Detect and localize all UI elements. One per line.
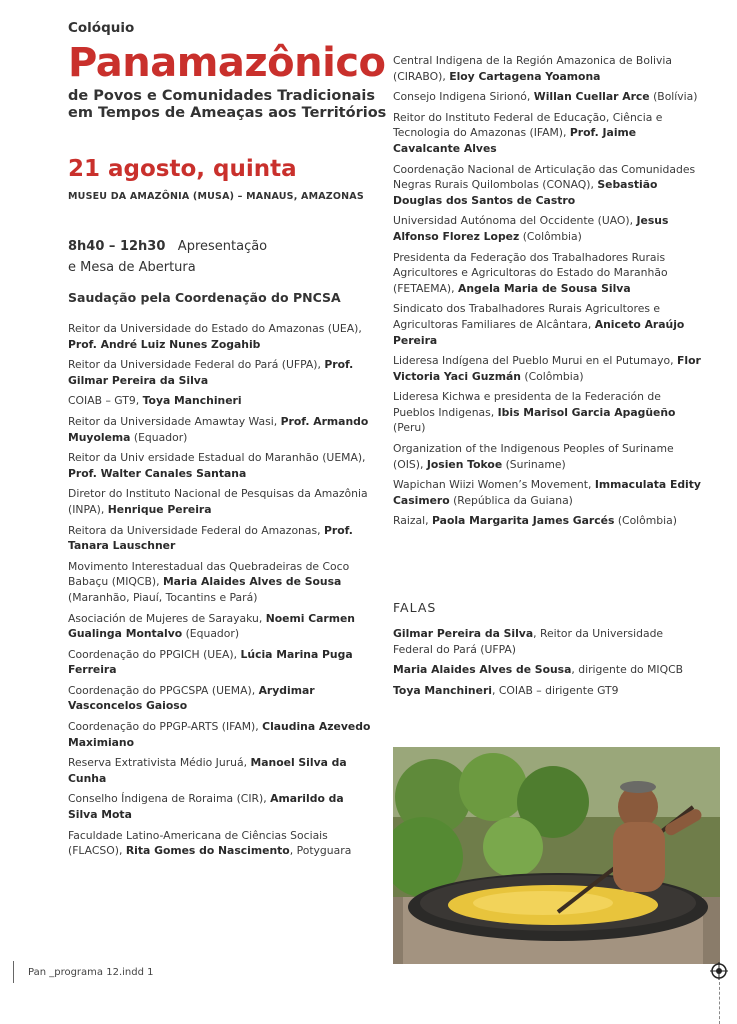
entry-affiliation: Coordenação do PPGICH (UEA), xyxy=(68,647,241,661)
entry-suffix: (Peru) xyxy=(393,421,426,435)
entry-item xyxy=(393,250,703,297)
event-venue: MUSEU DA AMAZÔNIA (MUSA) – MANAUS, AMAZONAS xyxy=(68,191,364,202)
entry-name: Prof. Tanara Lauschner xyxy=(68,523,353,553)
entry-item xyxy=(393,513,703,529)
entry-affiliation: Reitor da Universidade Federal do Pará (UFPA), xyxy=(68,358,325,372)
left-entries-list xyxy=(68,321,373,864)
entry-name: Immaculata Edity Casimero xyxy=(393,478,701,507)
entry-affiliation: Diretor do Instituto Nacional de Pesquisas da Amazônia (INPA), xyxy=(68,487,368,516)
entry-item xyxy=(68,321,373,352)
entry-item xyxy=(393,626,703,657)
subtitle-line-1: de Povos e Comunidades Tradicionais xyxy=(68,88,376,104)
entry-name: Prof. Walter Canales Santana xyxy=(68,466,247,480)
entry-item xyxy=(68,755,373,786)
entry-affiliation: Central Indigena de la Región Amazonica de Bolivia (CIRABO), xyxy=(393,54,672,83)
entry-affiliation: Sindicato dos Trabalhadores Rurais Agricultores e Agricultoras Familiares de Alcântara, xyxy=(393,302,661,331)
entry-name: Arydimar Vasconcelos Gaioso xyxy=(68,683,315,713)
entry-item xyxy=(393,662,703,678)
entry-affiliation: Reitor da Univ ersidade Estadual do Maranhão (UEMA), xyxy=(68,451,366,465)
entry-affiliation: Lideresa Kichwa e presidenta de la Federación de Pueblos Indigenas, xyxy=(393,390,661,419)
entry-name: Toya Manchineri xyxy=(393,683,492,697)
entry-name: Claudina Azevedo Maximiano xyxy=(68,720,371,749)
schedule-label-1: Apresentação xyxy=(177,239,268,254)
entry-suffix: (Equador) xyxy=(182,627,240,641)
entry-item xyxy=(68,559,373,606)
entry-name: Toya Manchineri xyxy=(142,394,242,408)
entry-item xyxy=(68,393,373,409)
entry-affiliation: Raizal, xyxy=(393,514,433,528)
entry-affiliation: Coordenação do PPGP-ARTS (IFAM), xyxy=(68,720,263,734)
entry-affiliation: Consejo Indigena Sirionó, xyxy=(393,90,534,104)
entry-suffix: (Equador) xyxy=(130,430,188,444)
entry-name: Willan Cuellar Arce xyxy=(533,90,650,104)
entry-item xyxy=(393,53,703,84)
schedule-label-2: e Mesa de Abertura xyxy=(68,260,196,275)
entry-item xyxy=(393,110,703,157)
entry-name: Flor Victoria Yaci Guzmán xyxy=(393,354,701,383)
colloquium-subtitle xyxy=(68,88,388,122)
entry-item xyxy=(68,719,373,750)
entry-name: Eloy Cartagena Yoamona xyxy=(449,69,601,83)
entry-item xyxy=(393,477,703,508)
entry-suffix: , COIAB – dirigente GT9 xyxy=(491,683,619,697)
entry-item xyxy=(68,486,373,517)
entry-suffix: , dirigente do MIQCB xyxy=(571,663,684,677)
entry-name: Aniceto Araújo Pereira xyxy=(393,317,685,347)
entry-name: Amarildo da Silva Mota xyxy=(68,792,344,822)
entry-name: Manoel Silva da Cunha xyxy=(68,756,347,785)
falas-list xyxy=(393,626,703,703)
entry-suffix: (Colômbia) xyxy=(520,369,584,383)
entry-affiliation: Reitora da Universidade Federal do Amazonas, xyxy=(68,523,325,537)
right-entries-list xyxy=(393,53,703,534)
entry-name: Henrique Pereira xyxy=(107,502,212,516)
entry-suffix: (Colômbia) xyxy=(519,229,582,243)
subtitle-line-2: em Tempos de Ameaças aos Territórios xyxy=(68,105,387,121)
entry-item xyxy=(393,89,703,105)
entry-item xyxy=(393,389,703,436)
entry-item xyxy=(393,683,703,699)
entry-name: Prof. Jaime Cavalcante Alves xyxy=(393,126,637,155)
entry-affiliation: Coordenação do PPGCSPA (UEMA), xyxy=(68,683,259,697)
entry-suffix: (Maranhão, Piauí, Tocantins e Pará) xyxy=(68,590,258,604)
entry-item xyxy=(393,213,703,244)
entry-item xyxy=(393,162,703,209)
entry-affiliation: Reserva Extrativista Médio Juruá, xyxy=(68,756,251,770)
footer-filename: Pan _programa 12.indd 1 xyxy=(28,967,154,978)
crop-mark-left xyxy=(13,961,14,983)
entry-affiliation: Reitor da Universidade do Estado do Amazonas (UEA), xyxy=(68,322,362,335)
entry-item xyxy=(68,611,373,642)
entry-affiliation: Reitor da Universidade Amawtay Wasi, xyxy=(68,414,281,428)
saudacao-title: Saudação pela Coordenação do PNCSA xyxy=(68,290,341,305)
entry-affiliation: Lideresa Indígena del Pueblo Murui en el Putumayo, xyxy=(393,354,678,368)
entry-affiliation: Organization of the Indigenous Peoples of Suriname (OIS), xyxy=(393,442,674,471)
entry-affiliation: Reitor do Instituto Federal de Educação, Ciência e Tecnologia do Amazonas (IFAM), xyxy=(393,110,663,140)
falas-title: FALAS xyxy=(393,600,437,615)
entry-name: Angela Maria de Sousa Silva xyxy=(458,281,631,295)
entry-item xyxy=(68,828,373,859)
entry-name: Sebastião Douglas dos Santos de Castro xyxy=(393,178,658,207)
entry-item xyxy=(393,301,703,348)
entry-affiliation: Coordenação Nacional de Articulação das Comunidades Negras Rurais Quilombolas (CONAQ), xyxy=(393,162,696,192)
event-date: 21 agosto, quinta xyxy=(68,156,297,182)
entry-affiliation: Faculdade Latino-Americana de Ciências Sociais (FLACSO), xyxy=(68,828,328,858)
entry-name: Noemi Carmen Gualinga Montalvo xyxy=(68,611,355,641)
entry-item xyxy=(68,523,373,554)
entry-suffix: , Reitor da Universidade Federal do Pará (UFPA) xyxy=(393,627,664,656)
entry-item xyxy=(393,441,703,472)
entry-affiliation: Wapichan Wiizi Women’s Movement, xyxy=(393,478,595,492)
entry-suffix: (Bolívia) xyxy=(649,90,698,104)
entry-name: Lúcia Marina Puga Ferreira xyxy=(68,647,353,677)
entry-suffix: , Potyguara xyxy=(289,844,352,858)
entry-item xyxy=(68,791,373,822)
entry-name: Maria Alaides Alves de Sousa xyxy=(162,575,342,589)
entry-affiliation: Universidad Autónoma del Occidente (UAO), xyxy=(393,214,637,228)
schedule-time: 8h40 – 12h30 xyxy=(68,239,166,254)
entry-affiliation: Conselho Índigena de Roraima (CIR), xyxy=(68,792,271,806)
photo-illustration xyxy=(393,747,720,964)
entry-item xyxy=(68,683,373,714)
schedule-block xyxy=(68,236,373,278)
photo-farinha-roasting xyxy=(393,747,720,964)
entry-affiliation: Movimento Interestadual das Quebradeiras de Coco Babaçu (MIQCB), xyxy=(68,559,350,589)
entry-affiliation: Asociación de Mujeres de Sarayaku, xyxy=(68,611,266,625)
entry-item xyxy=(68,647,373,678)
entry-suffix: (Colômbia) xyxy=(614,514,677,528)
colloquium-kicker: Colóquio xyxy=(68,20,135,36)
entry-name: Jesus Alfonso Florez Lopez xyxy=(393,214,669,243)
crop-mark-dashed xyxy=(719,982,720,1024)
entry-item xyxy=(393,353,703,384)
entry-item xyxy=(68,450,373,481)
entry-name: Prof. Armando Muyolema xyxy=(68,414,369,444)
entry-name: Prof. Gilmar Pereira da Silva xyxy=(68,358,354,387)
entry-suffix: (Suriname) xyxy=(502,457,566,471)
entry-affiliation: COIAB – GT9, xyxy=(68,394,143,408)
entry-name: Paola Margarita James Garcés xyxy=(432,514,615,528)
entry-name: Rita Gomes do Nascimento xyxy=(125,844,290,858)
colloquium-title: Panamazônico xyxy=(68,40,386,86)
entry-name: Josien Tokoe xyxy=(426,457,503,471)
entry-item xyxy=(68,357,373,388)
entry-name: Ibis Marisol Garcia Apagüeño xyxy=(497,405,676,419)
entry-suffix: (República da Guiana) xyxy=(449,493,573,507)
entry-item xyxy=(68,414,373,445)
entry-name: Gilmar Pereira da Silva xyxy=(393,627,534,640)
entry-name: Prof. André Luiz Nunes Zogahib xyxy=(68,337,261,351)
entry-affiliation: Presidenta da Federação dos Trabalhadores Rurais Agricultores e Agricultoras do Estado do Maranhão (FETAEMA), xyxy=(393,250,668,295)
entry-name: Maria Alaides Alves de Sousa xyxy=(393,663,572,677)
registration-mark-icon xyxy=(710,962,728,980)
